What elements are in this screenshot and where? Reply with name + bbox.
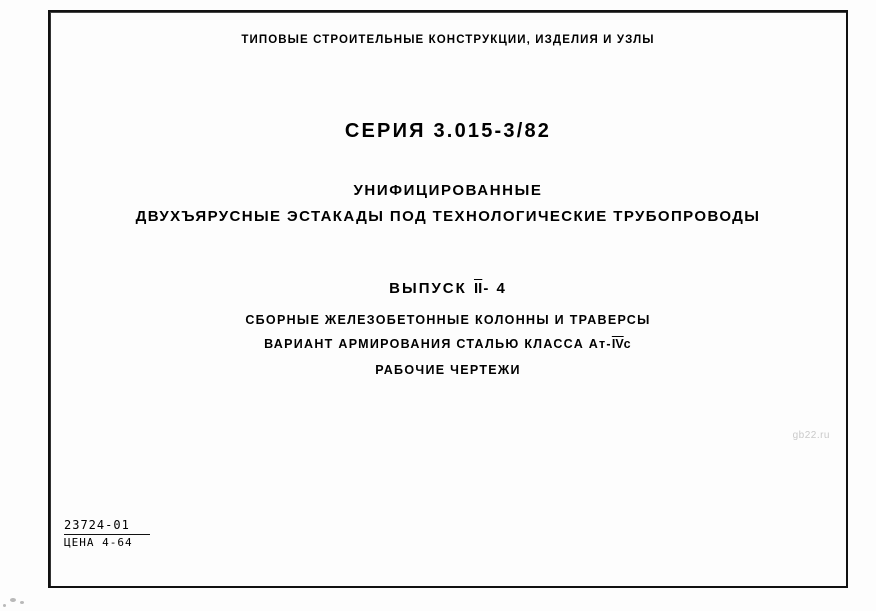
subtitle-steel-class bbox=[48, 337, 848, 351]
issue-suffix: - 4 bbox=[483, 280, 507, 297]
steel-class-suffix: с bbox=[623, 337, 632, 351]
scan-artifact-dot bbox=[10, 598, 16, 602]
issue-label: ВЫПУСК bbox=[389, 280, 473, 297]
subtitle-components: СБОРНЫЕ ЖЕЛЕЗОБЕТОННЫЕ КОЛОННЫ И ТРАВЕРСЫ bbox=[245, 313, 651, 327]
document-title-line-2: ДВУХЪЯРУСНЫЕ ЭСТАКАДЫ ПОД ТЕХНОЛОГИЧЕСКИЕ ТРУБОПРОВОДЫ bbox=[135, 208, 761, 225]
issue-number bbox=[48, 280, 848, 297]
steel-class-roman-numeral: $\overline{IV}$ bbox=[611, 337, 624, 351]
title-page-content bbox=[48, 10, 848, 588]
scan-artifact-dot bbox=[20, 601, 24, 604]
document-title-line-1: УНИФИЦИРОВАННЫЕ bbox=[353, 182, 543, 199]
issue-roman-numeral: $\overline{II}$ bbox=[473, 280, 483, 297]
document-category-header: ТИПОВЫЕ СТРОИТЕЛЬНЫЕ КОНСТРУКЦИИ, ИЗДЕЛИЯ И УЗЛЫ bbox=[241, 34, 655, 46]
catalog-code: 23724-01 bbox=[64, 518, 150, 535]
series-number: СЕРИЯ 3.015-3/82 bbox=[344, 120, 552, 142]
watermark-text: gb22.ru bbox=[792, 430, 830, 441]
subtitle-working-drawings: РАБОЧИЕ ЧЕРТЕЖИ bbox=[375, 363, 521, 377]
scan-artifact-dot bbox=[3, 604, 6, 607]
catalog-stamp bbox=[64, 518, 150, 550]
catalog-price: ЦЕНА 4-64 bbox=[64, 536, 133, 549]
steel-class-prefix: ВАРИАНТ АРМИРОВАНИЯ СТАЛЬЮ КЛАССА Ат- bbox=[264, 337, 612, 351]
